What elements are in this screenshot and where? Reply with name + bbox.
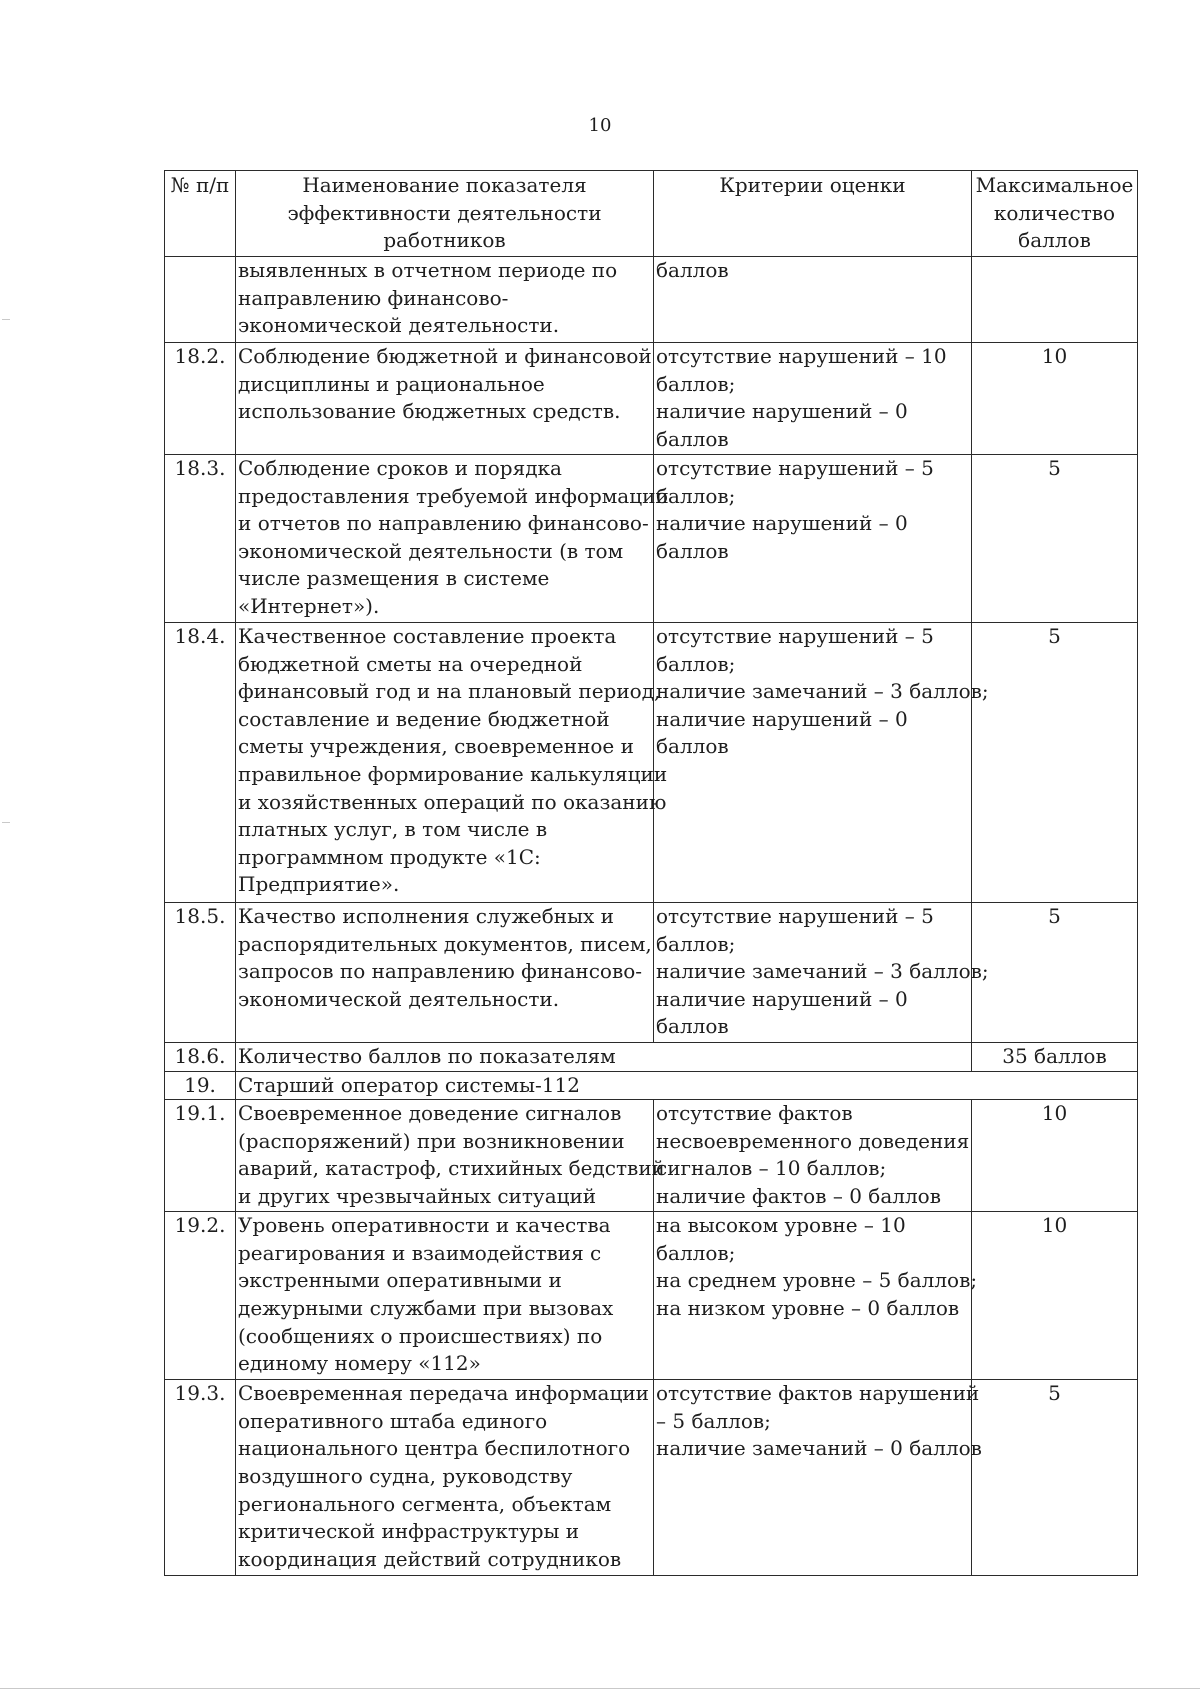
row-number: 19.2. <box>165 1212 236 1380</box>
text-line: на низком уровне – 0 баллов <box>656 1295 960 1320</box>
scan-edge-line <box>0 1688 1200 1689</box>
text-line: Качество исполнения служебных и <box>238 904 614 928</box>
header-criteria <box>654 171 972 257</box>
text-line: Наименование показателя <box>302 173 587 197</box>
text-line: № п/п <box>170 173 230 197</box>
text-line: баллов; <box>656 371 736 396</box>
text-line: наличие нарушений – 0 <box>656 986 908 1011</box>
text-line: составление и ведение бюджетной <box>238 706 610 731</box>
scan-mark <box>2 822 10 823</box>
text-line: баллов <box>656 734 729 759</box>
indicator-name <box>236 1380 654 1576</box>
text-line: национального центра беспилотного <box>238 1436 631 1461</box>
text-line: баллов <box>1018 228 1091 253</box>
text-line: (сообщениях о происшествиях) по <box>238 1323 603 1348</box>
max-score: 10 <box>972 343 1138 455</box>
header-name <box>236 171 654 257</box>
table-row <box>165 903 1138 1043</box>
text-line: регионального сегмента, объектам <box>238 1491 612 1516</box>
row-number: 18.3. <box>165 455 236 623</box>
text-line: Соблюдение бюджетной и финансовой <box>238 344 652 368</box>
row-number: 19. <box>165 1071 236 1100</box>
text-line: баллов <box>656 426 729 451</box>
text-line: Соблюдение сроков и порядка <box>238 456 562 480</box>
text-line: дежурными службами при вызовах <box>238 1295 614 1320</box>
row-number <box>165 257 236 343</box>
text-line: наличие нарушений – 0 <box>656 511 908 536</box>
table-row <box>165 1380 1138 1576</box>
text-line: дисциплины и рациональное <box>238 371 545 396</box>
text-line: на высоком уровне – 10 <box>656 1213 906 1238</box>
total-value: 35 баллов <box>972 1043 1138 1072</box>
row-number: 19.3. <box>165 1380 236 1576</box>
table-row <box>165 257 1138 343</box>
indicator-name <box>236 455 669 623</box>
text-line: баллов; <box>656 651 736 676</box>
indicator-name <box>236 343 654 455</box>
text-line: экономической деятельности. <box>238 313 560 338</box>
criteria <box>654 1212 978 1380</box>
max-score: 10 <box>972 1212 1138 1380</box>
text-line: наличие замечаний – 3 баллов; <box>656 679 989 704</box>
header-row <box>165 171 1138 257</box>
text-line: баллов <box>656 538 729 563</box>
table-row <box>165 1212 1138 1380</box>
text-line: на среднем уровне – 5 баллов; <box>656 1268 978 1293</box>
text-line: предоставления требуемой информации <box>238 483 669 508</box>
text-line: наличие замечаний – 3 баллов; <box>656 959 989 984</box>
criteria <box>654 257 972 343</box>
text-line: правильное формирование калькуляции <box>238 761 668 786</box>
text-line: несвоевременного доведения <box>656 1128 970 1153</box>
indicator-name <box>236 257 654 343</box>
text-line: и отчетов по направлению финансово- <box>238 511 649 536</box>
max-score: 10 <box>972 1100 1138 1212</box>
row-number: 18.4. <box>165 623 236 903</box>
max-score: 5 <box>972 903 1138 1043</box>
text-line: программном продукте «1С: <box>238 844 541 869</box>
indicator-name <box>236 623 668 903</box>
row-number: 18.2. <box>165 343 236 455</box>
indicator-name <box>236 1100 665 1212</box>
text-line: наличие нарушений – 0 <box>656 706 908 731</box>
text-line: отсутствие нарушений – 10 <box>656 344 947 368</box>
text-line: Критерии оценки <box>719 173 906 197</box>
max-score <box>972 257 1138 343</box>
text-line: «Интернет»). <box>238 593 380 618</box>
row-number: 18.5. <box>165 903 236 1043</box>
text-line: направлению финансово- <box>238 285 509 310</box>
text-line: единому номеру «112» <box>238 1351 481 1376</box>
criteria <box>654 623 989 903</box>
page-number: 10 <box>588 115 612 136</box>
text-line: (распоряжений) при возникновении <box>238 1128 625 1153</box>
row-number: 18.6. <box>165 1043 236 1072</box>
row-number: 19.1. <box>165 1100 236 1212</box>
header-num <box>165 171 236 257</box>
section-row <box>165 1071 1138 1100</box>
text-line: Предприятие». <box>238 872 400 897</box>
text-line: сигналов – 10 баллов; <box>656 1156 887 1181</box>
text-line: отсутствие нарушений – 5 <box>656 456 934 480</box>
table-row <box>165 623 1138 903</box>
criteria <box>654 903 989 1043</box>
text-line: экстренными оперативными и <box>238 1268 562 1293</box>
text-line: Своевременное доведение сигналов <box>238 1101 622 1126</box>
text-line: Максимальное <box>975 173 1134 197</box>
text-line: Уровень оперативности и качества <box>238 1213 611 1238</box>
text-line: реагирования и взаимодействия с <box>238 1240 602 1265</box>
text-line: запросов по направлению финансово- <box>238 959 643 984</box>
text-line: баллов; <box>656 931 736 956</box>
text-line: оперативного штаба единого <box>238 1408 548 1433</box>
text-line: числе размещения в системе <box>238 566 550 591</box>
table-row <box>165 343 1138 455</box>
text-line: Своевременная передача информации <box>238 1381 649 1406</box>
criteria <box>654 1380 982 1576</box>
header-max <box>972 171 1138 257</box>
text-line: наличие нарушений – 0 <box>656 399 908 424</box>
text-line: и хозяйственных операций по оказанию <box>238 789 667 814</box>
text-line: аварий, катастроф, стихийных бедствий <box>238 1156 665 1181</box>
text-line: – 5 баллов; <box>656 1408 771 1433</box>
total-label: Количество баллов по показателям <box>236 1043 972 1072</box>
text-line: баллов; <box>656 1240 736 1265</box>
text-line: наличие замечаний – 0 баллов <box>656 1436 982 1461</box>
text-line: количество <box>993 200 1116 225</box>
table-row <box>165 1100 1138 1212</box>
text-line: бюджетной сметы на очередной <box>238 651 583 676</box>
scan-mark <box>2 319 10 320</box>
text-line: выявленных в отчетном периоде по <box>238 258 618 282</box>
text-line: отсутствие фактов <box>656 1101 853 1126</box>
text-line: отсутствие нарушений – 5 <box>656 904 934 928</box>
text-line: отсутствие фактов нарушений <box>656 1381 980 1406</box>
text-line: воздушного судна, руководству <box>238 1463 573 1488</box>
table-row <box>165 455 1138 623</box>
max-score: 5 <box>972 623 1138 903</box>
text-line: платных услуг, в том числе в <box>238 817 548 842</box>
text-line: сметы учреждения, своевременное и <box>238 734 634 759</box>
text-line: баллов; <box>656 483 736 508</box>
text-line: финансовый год и на плановый период, <box>238 679 661 704</box>
criteria <box>654 1100 972 1212</box>
text-line: наличие фактов – 0 баллов <box>656 1183 941 1208</box>
text-line: баллов <box>656 258 729 282</box>
text-line: распорядительных документов, писем, <box>238 931 652 956</box>
text-line: Качественное составление проекта <box>238 624 617 648</box>
text-line: экономической деятельности. <box>238 986 560 1011</box>
text-line: использование бюджетных средств. <box>238 399 621 424</box>
indicator-name <box>236 1212 654 1380</box>
text-line: и других чрезвычайных ситуаций <box>238 1183 597 1208</box>
section-title: Старший оператор системы-112 <box>236 1071 1138 1100</box>
indicator-name <box>236 903 654 1043</box>
criteria <box>654 343 972 455</box>
text-line: критической инфраструктуры и <box>238 1519 580 1544</box>
text-line: баллов <box>656 1014 729 1039</box>
evaluation-table <box>164 170 1138 1576</box>
max-score: 5 <box>972 455 1138 623</box>
text-line: экономической деятельности (в том <box>238 538 624 563</box>
max-score: 5 <box>972 1380 1138 1576</box>
text-line: работников <box>383 228 506 253</box>
text-line: отсутствие нарушений – 5 <box>656 624 934 648</box>
total-row <box>165 1043 1138 1072</box>
criteria <box>654 455 972 623</box>
text-line: координация действий сотрудников <box>238 1546 622 1571</box>
text-line: эффективности деятельности <box>287 200 602 225</box>
